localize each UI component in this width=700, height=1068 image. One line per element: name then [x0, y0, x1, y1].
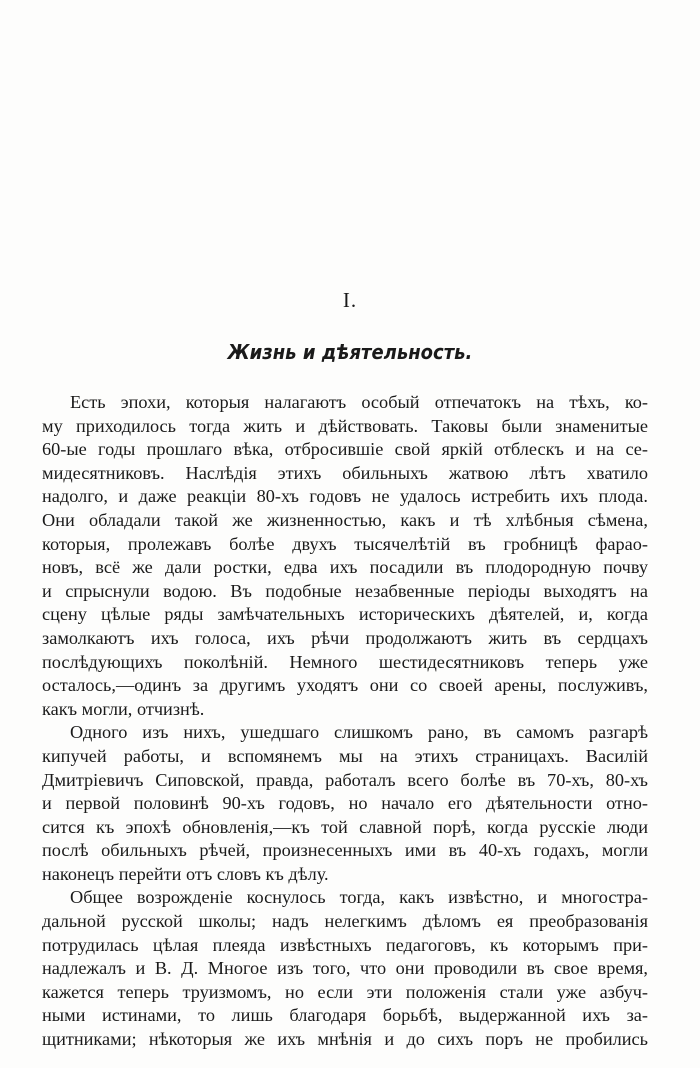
text-line: потрудилась цѣлая плеяда извѣстныхъ педагоговъ, къ которымъ при- — [42, 934, 648, 955]
text-line: кипучей работы, и вспомянемъ мы на этихъ страницахъ. Василій — [42, 745, 648, 766]
text-line: надлежалъ и В. Д. Многое изъ того, что они проводили въ свое время, — [42, 958, 648, 979]
text-line: и спрыснули водою. Въ подобные незабвенные періоды выходятъ на — [42, 580, 648, 601]
text-line: надолго, и даже реакціи 80-хъ годовъ не удалось истребить ихъ плода. — [42, 486, 648, 507]
chapter-title: Жизнь и дѣятельность. — [227, 340, 473, 364]
text-line: Одного изъ нихъ, ушедшаго слишкомъ рано, въ самомъ разгарѣ — [70, 722, 648, 743]
paragraph — [42, 391, 648, 721]
text-line: какъ могли, отчизнѣ. — [42, 698, 205, 719]
text-line: Есть эпохи, которыя налагаютъ особый отпечатокъ на тѣхъ, ко- — [70, 392, 648, 412]
text-line: ными истинами, то лишь благодаря борьбѣ, выдержанной ихъ за- — [42, 1005, 648, 1026]
text-line: Дмитріевичъ Сиповской, правда, работалъ всего болѣе въ 70-хъ, 80-хъ — [42, 769, 648, 790]
text-line: мидесятниковъ. Наслѣдія этихъ обильныхъ жатвою лѣтъ хватило — [42, 462, 648, 483]
text-line: дальной русской школы; надъ нелегкимъ дѣломъ ея преобразованія — [42, 911, 648, 932]
text-line: осталось,—одинъ за другимъ уходятъ они со своей арены, послуживъ, — [42, 675, 648, 696]
text-line: Они обладали такой же жизненностью, какъ и тѣ хлѣбныя сѣмена, — [42, 509, 648, 530]
text-line: щитниками; нѣкоторыя же ихъ мнѣнія и до сихъ поръ не пробились — [42, 1029, 648, 1050]
text-line: новъ, всё же дали ростки, едва ихъ посадили въ плодородную почву — [42, 557, 648, 578]
paragraph — [42, 721, 648, 886]
text-line: наконецъ перейти отъ словъ къ дѣлу. — [42, 863, 329, 884]
text-line: послѣ обильныхъ рѣчей, произнесенныхъ ими въ 40-хъ годахъ, могли — [42, 840, 648, 861]
text-line: и первой половинѣ 90-хъ годовъ, но начало его дѣятельности отно- — [42, 793, 648, 814]
text-line: замолкаютъ ихъ голоса, ихъ рѣчи продолжаютъ жить въ сердцахъ — [42, 627, 648, 648]
text-line: сцену цѣлые ряды замѣчательныхъ историческихъ дѣятелей, и, когда — [42, 604, 648, 625]
chapter-number: I. — [342, 288, 358, 312]
text-line: кажется теперь труизмомъ, но если эти положенія стали уже азбуч- — [42, 981, 648, 1002]
body-text — [42, 391, 648, 1052]
text-line: которыя, пролежавъ болѣе двухъ тысячелѣтій въ гробницѣ фарао- — [42, 533, 648, 554]
text-line: Общее возрожденіе коснулось тогда, какъ извѣстно, и многостра- — [70, 887, 648, 908]
text-line: послѣдующихъ поколѣній. Немного шестидесятниковъ теперь уже — [42, 651, 648, 672]
paragraph — [42, 886, 648, 1051]
text-line: 60-ые годы прошлаго вѣка, отбросившіе свой яркій отблескъ и на се- — [42, 439, 648, 460]
text-line: му приходилось тогда жить и дѣйствовать. Таковы были знаменитые — [42, 415, 648, 436]
text-line: сится къ эпохѣ обновленія,—къ той славной порѣ, когда русскіе люди — [42, 816, 648, 837]
